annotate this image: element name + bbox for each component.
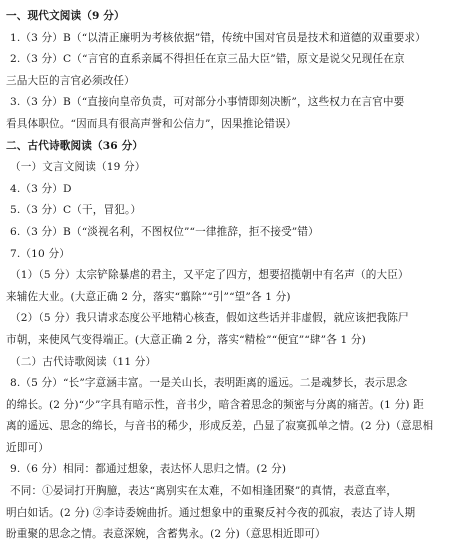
text-line: 9.（6 分）相同：都通过想象，表达怀人思归之情。(2 分) xyxy=(10,463,287,476)
text-line: 三品大臣的言官必须改任） xyxy=(6,74,135,87)
text-line: （二）古代诗歌阅读（11 分） xyxy=(10,355,157,368)
text-line: （2）（5 分）我只请求态度公平地精心核查，假如这些话并非虚假，就应该把我陈尸 xyxy=(10,312,409,325)
text-line: 的绵长。(2 分)“少”字具有暗示性，音书少，暗含着思念的频密与分离的痛苦。(1 分) 距 xyxy=(6,398,424,411)
text-line: 离的遥远、思念的绵长，与音书的稀少，形成反差，凸显了寂寞孤单之情。(2 分)（意思相 xyxy=(6,420,434,433)
text-line: 3.（3 分）B（“直接向皇帝负责，可对部分小事情即刻决断”，这些权力在言官中要 xyxy=(10,96,405,109)
text-line: 市朝，来使风气变得端正。(大意正确 2 分，落实“精检”“便宜”“肆”各 1 分) xyxy=(6,333,366,346)
text-line: （一）文言文阅读（19 分） xyxy=(10,161,146,174)
text-line: 看具体职位。“因而具有很高声誉和公信力”，因果推论错误） xyxy=(6,117,297,130)
text-line: 明白如话。(2 分) ②李诗委婉曲折。通过想象中的重聚反衬今夜的孤寂，表达了诗人期 xyxy=(6,506,416,519)
text-line: 不同：①晏词打开胸臆，表达“离别实在太难，不如相逢团聚”的真情，表意直率， xyxy=(10,485,398,498)
text-line: 8.（5 分）“长”字意涵丰富。一是关山长，表明距离的遥远。二是魂梦长，表示思念 xyxy=(10,377,408,390)
section-heading: 二、古代诗歌阅读（36 分） xyxy=(6,139,144,152)
text-line: 7.（10 分） xyxy=(10,247,70,260)
text-line: 4.（3 分）D xyxy=(10,182,72,195)
text-line: 来辅佐大业。(大意正确 2 分，落实“翦除”“引”“望”各 1 分) xyxy=(6,290,291,303)
text-line: 近即可） xyxy=(6,441,49,454)
text-line: 2.（3 分）C（“言官的直系亲属不得担任在京三品大臣”错，原文是说父兄现任在京 xyxy=(10,53,405,66)
text-line: 5.（3 分）C（干，冒犯。） xyxy=(10,204,142,217)
text-line: （1）（5 分）太宗铲除暴虐的君主，又平定了四方，想要招揽朝中有名声（的大臣） xyxy=(10,269,409,282)
text-line: 盼重聚的思念之情。表意深婉，含蓄隽永。(2 分)（意思相近即可） xyxy=(6,528,326,541)
text-line: 6.（3 分）B（“淡视名利，不图权位”“一律推辞，拒不接受”错） xyxy=(10,225,319,238)
text-line: 1.（3 分）B（“以清正廉明为考核依据”错，传统中国对官员是技术和道德的双重要求） xyxy=(10,31,426,44)
section-heading: 一、现代文阅读（9 分） xyxy=(6,10,125,22)
